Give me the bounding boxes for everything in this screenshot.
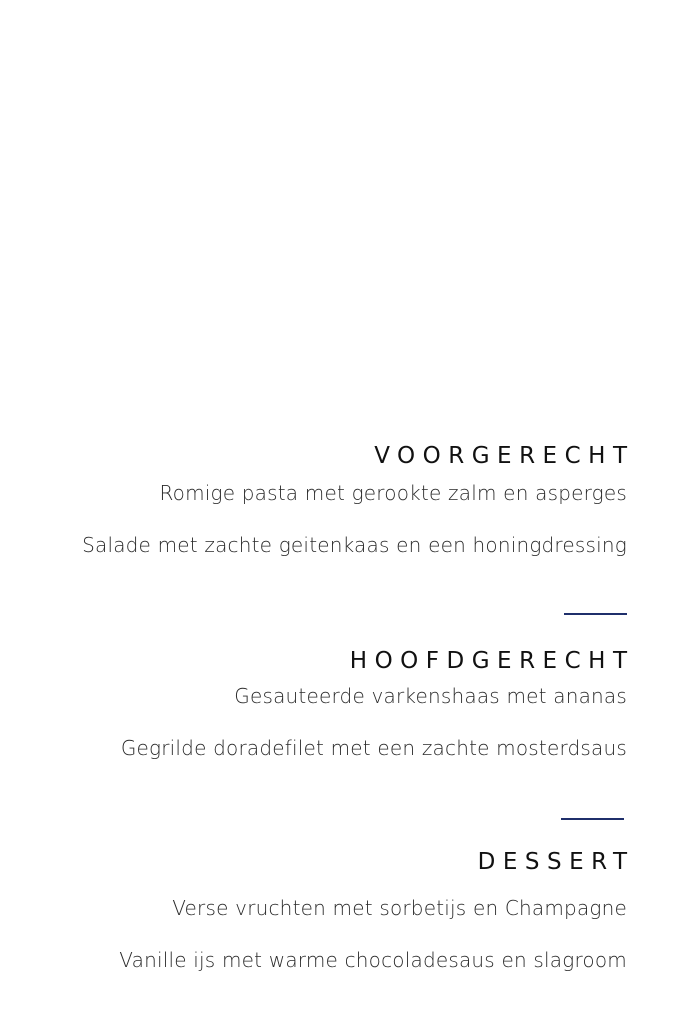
menu-item: Romige pasta met gerookte zalm en asperges xyxy=(159,481,627,505)
menu-item: Gesauteerde varkenshaas met ananas xyxy=(234,684,627,708)
section-divider xyxy=(561,818,624,820)
section-title-voorgerecht: VOORGERECHT xyxy=(374,443,635,469)
menu-item: Vanille ijs met warme chocoladesaus en slagroom xyxy=(119,948,627,972)
section-title-dessert: DESSERT xyxy=(477,849,635,875)
menu-item: Verse vruchten met sorbetijs en Champagne xyxy=(172,896,627,920)
section-title-hoofdgerecht: HOOFDGERECHT xyxy=(349,648,635,674)
section-divider xyxy=(564,613,627,615)
menu-item: Gegrilde doradefilet met een zachte mosterdsaus xyxy=(120,736,627,760)
menu-item: Salade met zachte geitenkaas en een honingdressing xyxy=(82,533,627,557)
